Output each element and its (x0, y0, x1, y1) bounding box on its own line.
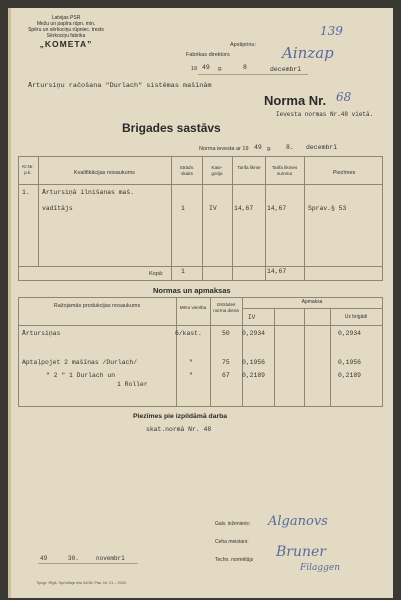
director-label: Fabrikas direktors (186, 52, 230, 58)
brigade-date-prefix: Norma ievesta ar 19 (199, 146, 249, 152)
footer-day: 30. (68, 555, 79, 562)
approve-label: Apstiprinu: (230, 42, 256, 48)
remarks-text: skat.normā Nr. 48 (146, 426, 212, 433)
org-line-1: Latvijas PSR (51, 15, 81, 21)
org-line-4: Sērkociņu fabrika (46, 33, 86, 39)
col-header-count: Strādn. skaits (179, 165, 195, 176)
norms-row-2-product: Aptaļpojet 2 mašīnas /Durlach/ (22, 359, 138, 366)
norms-row-3-product-2: 1 Roller (117, 381, 148, 388)
norms-row-3-rate: 0,2189 (242, 372, 266, 379)
org-line-3: Spēru un sērkociņu rūpniec. trests (28, 27, 104, 33)
page-edge (8, 8, 11, 598)
norma-number: 68 (336, 90, 352, 104)
norms-row-3-product: " 2 " 1 Durlach un (46, 372, 116, 379)
brigade-date-month: decembrī (306, 144, 338, 151)
approve-month: decembrī (270, 66, 302, 73)
norms-col-unit: Mēra vienība (179, 305, 207, 310)
approve-g: g. (218, 66, 223, 72)
chief-engineer-signature: Alganovs (268, 514, 328, 529)
brigade-row-category: IV (209, 205, 217, 212)
total-sum: 14,67 (267, 268, 287, 275)
norms-row-3-unit: " (189, 372, 193, 379)
brigade-title: Brigades sastāvs (122, 121, 221, 135)
col-header-notes: Piezīmes (332, 170, 356, 176)
total-label: Kopā: (149, 271, 164, 277)
brigade-row-rate-sum: 14,67 (267, 205, 287, 212)
work-title: Ārtursiņu račošana "Durlach" sistēmas mašīnām (28, 82, 212, 90)
remarks-title: Piezīmes pie izpildāmā darba (133, 413, 228, 420)
norms-row-2-rate: 0,1956 (242, 359, 266, 366)
approve-year: 49 (202, 64, 210, 71)
norms-row-3-norm: 67 (222, 372, 230, 379)
footer-year: 49 (40, 555, 48, 562)
brigade-row-count: 1 (181, 205, 185, 212)
norms-row-2-norm: 75 (222, 359, 230, 366)
norms-row-2-brigade: 0,1956 (338, 359, 362, 366)
page-number: 139 (320, 24, 343, 38)
brigade-date-g: g. (267, 146, 272, 152)
norms-row-1-unit: 6/kast. (175, 330, 202, 337)
approve-day: 8 (243, 64, 247, 71)
norms-row-1-norm: 50 (222, 330, 230, 337)
norms-row-3-brigade: 0,2189 (338, 372, 362, 379)
norms-row-1-product: Ārtursiņas (22, 330, 61, 337)
director-signature: Ainzap (282, 44, 334, 62)
brigade-row-qualification: Ārtursiņā ilnišanas maš. (42, 189, 135, 196)
col-header-category: Kate-gorija (211, 165, 223, 176)
assistant-signature: Filaggen (300, 563, 341, 573)
norms-row-1-rate: 0,2934 (242, 330, 266, 337)
norm-technician-label: Techn. normētājs (215, 557, 254, 563)
org-line-2: Mežu un papīra rūpn. min. (36, 21, 96, 27)
shop-master-label: Ceha meistars: (215, 539, 249, 545)
col-header-rate-sum: Tarifa likmes summa (271, 165, 298, 176)
norma-note: Ievesta normas Nr.48 vietā. (276, 111, 374, 118)
brigade-row-qualification-2: vadītājs (42, 205, 73, 212)
brigade-date-day: 8. (286, 144, 294, 151)
norms-col-norm: Izstrādes norma dienā (213, 302, 239, 313)
col-header-rate: Tarifa likme (237, 165, 261, 170)
brigade-date-year: 49 (254, 144, 262, 151)
norma-label: Norma Nr. (264, 93, 327, 108)
col-header-qualification: Kvalifikācijas nosaukums (73, 170, 136, 176)
norms-col-brigade: Uz brigādi (344, 314, 368, 320)
approve-year-prefix: 19 (191, 66, 198, 72)
norms-row-2-unit: " (189, 359, 193, 366)
brigade-row-nr: 1. (22, 189, 30, 196)
print-line: Tipogr. Rīgā. Sprīdītaja iela 34/38. Pas. Nr. 21 – 2000. (36, 581, 128, 585)
total-count: 1 (181, 268, 185, 275)
document-page (8, 8, 393, 598)
factory-name: „KOMETA” (39, 39, 93, 49)
brigade-row-rate: 14,67 (234, 205, 254, 212)
footer-month: novembrī (96, 555, 125, 562)
brigade-row-note: Sprav.§ 53 (308, 205, 347, 212)
norm-technician-signature: Bruner (276, 544, 326, 560)
norms-col-pay: Apmaksa (301, 299, 323, 305)
norms-col-product: Ražojamās produkcijas nosaukums (53, 303, 141, 309)
col-header-nr: Kr.Nr. p.k. (22, 164, 34, 175)
chief-engineer-label: Galv. inženieris: (215, 521, 251, 527)
norms-row-1-brigade: 0,2934 (338, 330, 362, 337)
norms-title: Normas un apmaksas (153, 286, 231, 295)
norms-col-cat: IV (248, 314, 256, 321)
